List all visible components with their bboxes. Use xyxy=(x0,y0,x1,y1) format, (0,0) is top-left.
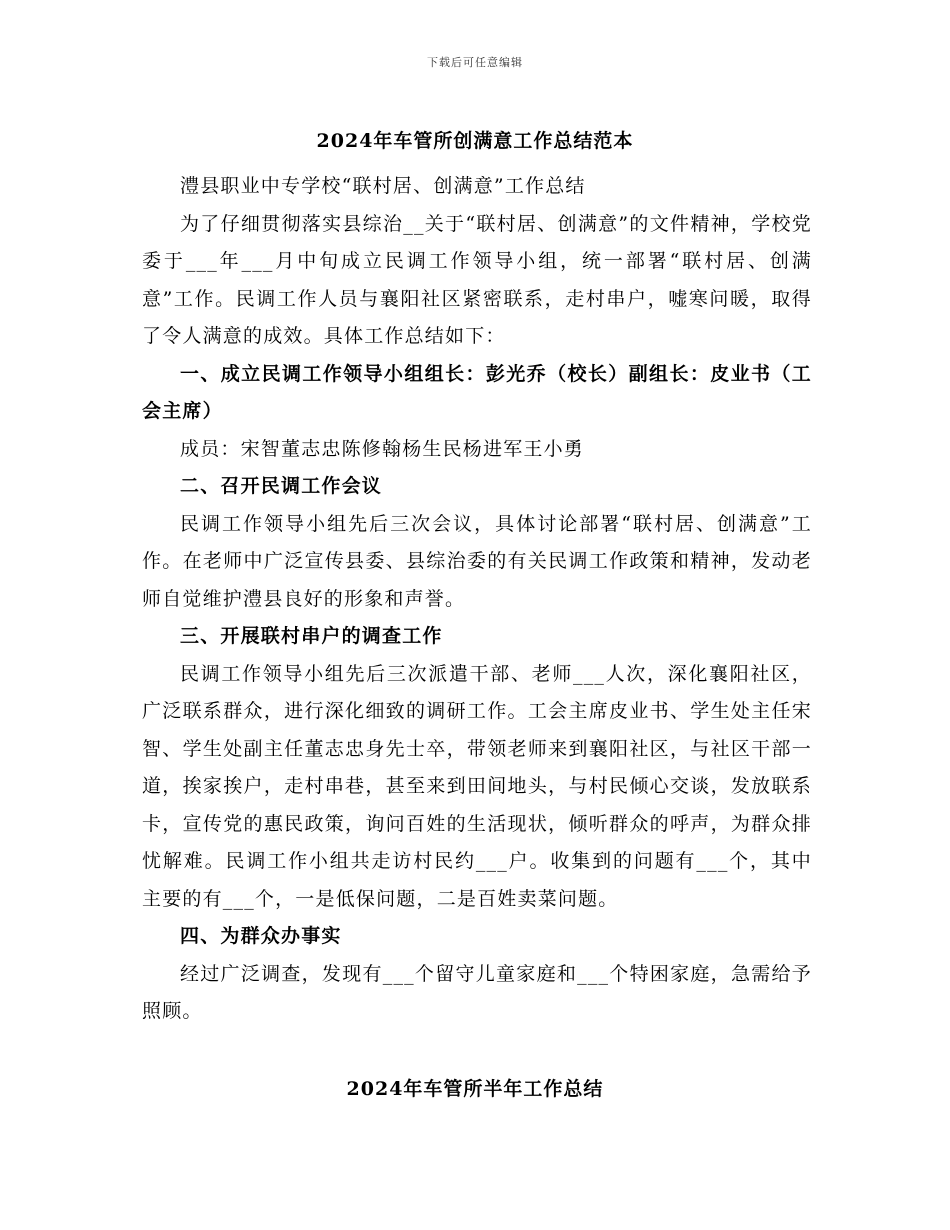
body-paragraph: 民调工作领导小组先后三次派遣干部、老师___人次，深化襄阳社区，广泛联系群众，进行深化细致的调研工作。工会主席皮业书、学生处主任宋智、学生处副主任董志忠身先士卒，带领老师来到襄阳社区，与社区干部一道，挨家挨户，走村串巷，甚至来到田间地头，与村民倾心交谈，发放联系卡，宣传党的惠民政策，询问百姓的生活现状，倾听群众的呼声，为群众排忧解难。民调工作小组共走访村民约___户。收集到的问题有___个，其中主要的有___个，一是低保问题，二是百姓卖菜问题。 xyxy=(142,662,812,910)
section-heading: 四、为群众办事实 xyxy=(180,925,342,947)
section-heading: 二、召开民调工作会议 xyxy=(180,475,383,497)
body-paragraph: 民调工作领导小组先后三次会议，具体讨论部署“联村居、创满意”工作。在老师中广泛宣传县委、县综治委的有关民调工作政策和精神，发动老师自觉维护澧县良好的形象和声誉。 xyxy=(142,512,812,610)
second-document-title: 2024年车管所半年工作总结 xyxy=(346,1078,604,1100)
page-header-note: 下载后可任意编辑 xyxy=(427,56,523,69)
body-paragraph: 成员：宋智董志忠陈修翰杨生民杨进军王小勇 xyxy=(180,437,585,460)
section-heading: 一、成立民调工作领导小组组长：彭光乔（校长）副组长：皮业书（工会主席） xyxy=(142,362,812,422)
body-paragraph: 为了仔细贯彻落实县综治__关于“联村居、创满意”的文件精神，学校党委于___年___月中旬成立民调工作领导小组，统一部署“联村居、创满意”工作。民调工作人员与襄阳社区紧密联系，走村串户，嘘寒问暖，取得了令人满意的成效。具体工作总结如下： xyxy=(142,212,812,347)
body-paragraph: 澧县职业中专学校“联村居、创满意”工作总结 xyxy=(180,175,586,197)
body-paragraph: 经过广泛调查，发现有___个留守儿童家庭和___个特困家庭，急需给予照顾。 xyxy=(142,962,812,1022)
document-body xyxy=(142,168,812,1031)
section-heading: 三、开展联村串户的调查工作 xyxy=(180,625,443,647)
document-title: 2024年车管所创满意工作总结范本 xyxy=(316,130,634,152)
